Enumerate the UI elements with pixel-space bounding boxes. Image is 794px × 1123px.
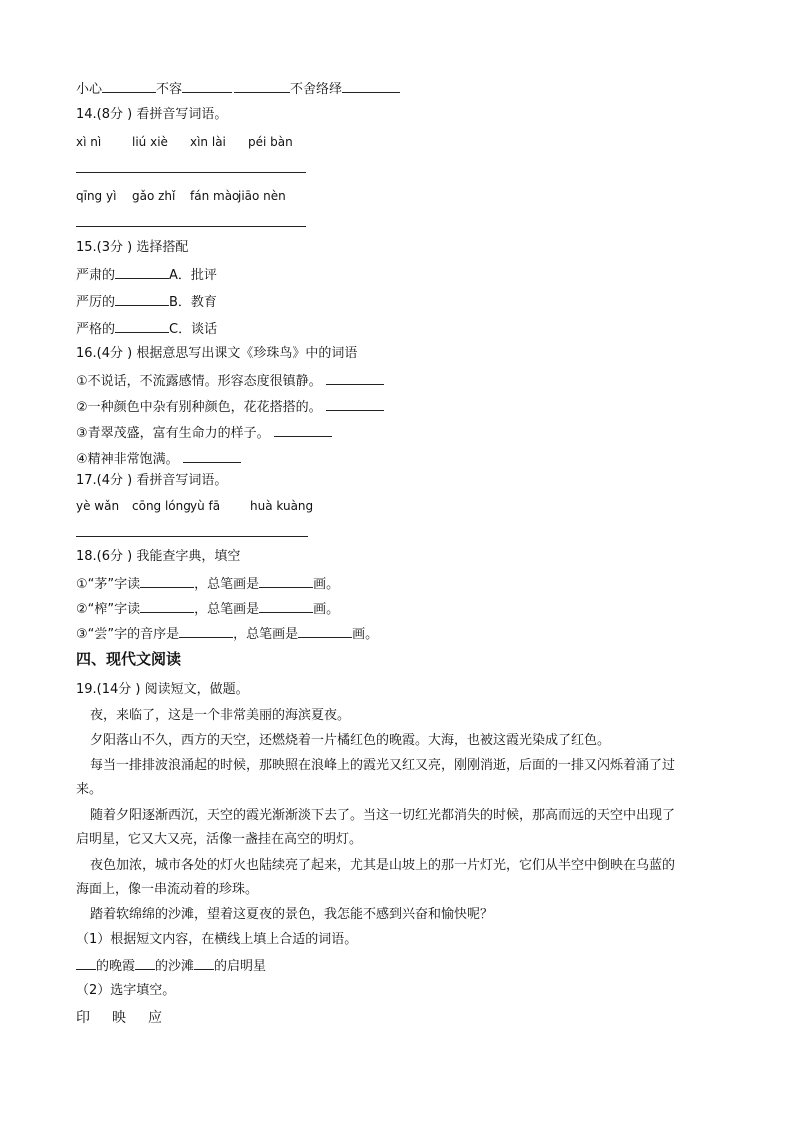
- passage-paragraph-cont: 海面上，像一串流动着的珍珠。: [76, 882, 259, 897]
- phrase: 的晚霞: [96, 959, 136, 974]
- answer-blank[interactable]: [76, 955, 96, 970]
- passage-paragraph: 夜，来临了，这是一个非常美丽的海滨夏夜。: [90, 708, 351, 723]
- idiom-part-3: 不舍络绎: [290, 82, 343, 97]
- prompt-text: 画。: [313, 602, 340, 617]
- sub-question-1: （1）根据短文内容，在横线上填上合适的词语。: [76, 932, 358, 947]
- answer-blank[interactable]: [326, 396, 384, 411]
- match-right: B．教育: [169, 295, 217, 310]
- match-left: 严格的: [76, 322, 116, 337]
- pinyin-row-1: [76, 132, 293, 152]
- question-17-title: 17.(4分 ) 看拼音写词语。: [76, 473, 228, 488]
- definition-text: ④精神非常饱满。: [76, 452, 179, 467]
- pinyin: jiāo nèn: [238, 189, 286, 203]
- prompt-text: ，总笔画是: [194, 602, 260, 617]
- answer-blank[interactable]: [342, 78, 400, 93]
- dictionary-item: [76, 573, 339, 593]
- passage-paragraph-cont: 启明星，它又大又亮，活像一盏挂在高空的明灯。: [76, 832, 363, 847]
- definition-item: [76, 370, 384, 390]
- answer-blank[interactable]: [194, 955, 214, 970]
- definition-text: ③青翠茂盛，富有生命力的样子。: [76, 426, 270, 441]
- idiom-part-2: 不容: [156, 82, 183, 97]
- choice-char: 映: [112, 1010, 126, 1026]
- prompt-text: ，总笔画是: [194, 577, 260, 592]
- phrase: 的启明星: [214, 959, 267, 974]
- dictionary-item: [76, 598, 339, 618]
- pinyin: péi bàn: [248, 135, 293, 149]
- idiom-fill-line: [76, 78, 400, 98]
- pinyin: liú xiè: [132, 135, 168, 149]
- match-right: C．谈话: [169, 322, 218, 337]
- prompt-text: 画。: [352, 627, 379, 642]
- answer-blank[interactable]: [182, 78, 232, 93]
- prompt-text: ②“榨”字读: [76, 602, 141, 617]
- question-14-title: 14.(8分 ) 看拼音写词语。: [76, 107, 228, 122]
- question-16-title: 16.(4分 ) 根据意思写出课文《珍珠鸟》中的词语: [76, 346, 358, 361]
- prompt-text: ，总笔画是: [233, 627, 299, 642]
- passage-paragraph-cont: 来。: [76, 782, 103, 797]
- choice-row: [76, 1008, 184, 1028]
- phrase: 的沙滩: [155, 959, 195, 974]
- answer-blank[interactable]: [115, 264, 169, 279]
- passage-paragraph: 夕阳落山不久，西方的天空，还燃烧着一片橘红色的晚霞。大海，也被这霞光染成了红色。: [90, 733, 611, 748]
- answer-blank[interactable]: [234, 78, 290, 93]
- answer-blank[interactable]: [115, 291, 169, 306]
- pinyin: yè wǎn: [76, 499, 120, 513]
- answer-blank[interactable]: [115, 318, 169, 333]
- answer-blank[interactable]: [259, 573, 313, 588]
- answer-blank[interactable]: [298, 623, 352, 638]
- match-left: 严肃的: [76, 268, 116, 283]
- match-right: A．批评: [169, 268, 217, 283]
- pinyin-row: [76, 496, 313, 516]
- idiom-part-1: 小心: [76, 82, 103, 97]
- answer-blank[interactable]: [183, 448, 241, 463]
- section-heading: 四、现代文阅读: [76, 650, 182, 668]
- match-item: [76, 264, 217, 284]
- pinyin: fán mào: [190, 189, 240, 203]
- pinyin: xì nì: [76, 135, 102, 149]
- prompt-text: ①“茅”字读: [76, 577, 141, 592]
- answer-rule[interactable]: [76, 226, 306, 227]
- answer-blank[interactable]: [140, 598, 194, 613]
- choice-char: 印: [76, 1010, 90, 1026]
- pinyin: huà kuàng: [250, 499, 314, 513]
- question-15-title: 15.(3分 ) 选择搭配: [76, 240, 189, 255]
- match-item: [76, 318, 217, 338]
- answer-blank[interactable]: [179, 623, 233, 638]
- prompt-text: 画。: [313, 577, 340, 592]
- match-left: 严厉的: [76, 295, 116, 310]
- match-item: [76, 291, 217, 311]
- definition-item: [76, 396, 384, 416]
- sub-question-2: （2）选字填空。: [76, 983, 176, 998]
- question-18-title: 18.(6分 ) 我能查字典，填空: [76, 549, 241, 564]
- pinyin: qīng yì: [76, 189, 117, 203]
- passage-paragraph: 夜色加浓，城市各处的灯火也陆续亮了起来，尤其是山坡上的那一片灯光，它们从半空中倒映在乌蓝的: [90, 858, 676, 873]
- question-19-title: 19.(14分 ) 阅读短文，做题。: [76, 682, 249, 697]
- answer-blank[interactable]: [274, 422, 332, 437]
- definition-item: [76, 448, 241, 468]
- dictionary-item: [76, 623, 378, 643]
- answer-rule[interactable]: [76, 536, 308, 537]
- passage-paragraph: 每当一排排波浪涌起的时候，那映照在浪峰上的霞光又红又亮，刚刚消逝，后面的一排又闪烁着涌了过: [90, 758, 676, 773]
- fill-phrases: [76, 955, 266, 975]
- passage-paragraph: 踏着软绵绵的沙滩，望着这夏夜的景色，我怎能不感到兴奋和愉快呢？: [90, 907, 494, 922]
- definition-text: ②一种颜色中杂有别种颜色，花花搭搭的。: [76, 400, 322, 415]
- prompt-text: ③“尝”字的音序是: [76, 627, 180, 642]
- answer-blank[interactable]: [135, 955, 155, 970]
- pinyin: cōng lóng: [132, 499, 191, 513]
- pinyin: xìn lài: [190, 135, 226, 149]
- answer-blank[interactable]: [102, 78, 156, 93]
- answer-rule[interactable]: [76, 172, 306, 173]
- answer-blank[interactable]: [259, 598, 313, 613]
- answer-blank[interactable]: [326, 370, 384, 385]
- pinyin-row-2: [76, 186, 286, 206]
- pinyin: yù fā: [190, 499, 221, 513]
- pinyin: gǎo zhǐ: [132, 189, 176, 203]
- answer-blank[interactable]: [140, 573, 194, 588]
- passage-paragraph: 随着夕阳逐渐西沉，天空的霞光渐渐淡下去了。当这一切红光都消失的时候，那高而远的天空中出现了: [90, 808, 676, 823]
- choice-char: 应: [148, 1010, 162, 1026]
- definition-item: [76, 422, 332, 442]
- definition-text: ①不说话，不流露感情。形容态度很镇静。: [76, 374, 322, 389]
